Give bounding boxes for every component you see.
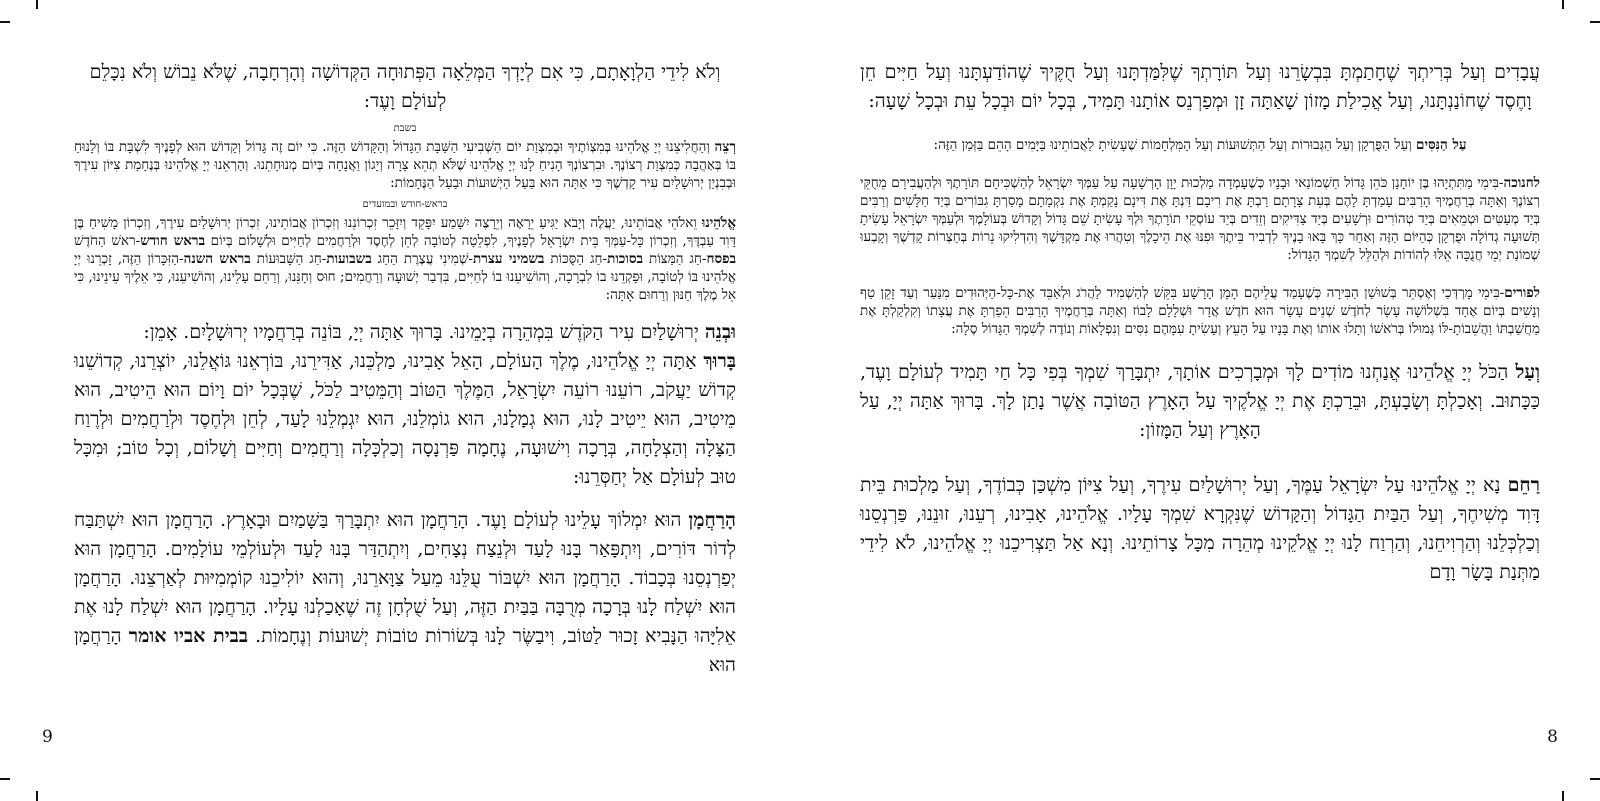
bold-sukkot: בסוכות (607, 251, 644, 267)
bold-rachem: רַחֵם (1507, 474, 1540, 496)
text-baruch: אַתָּה יְיָ אֱלֹהֵינוּ, מֶלֶךְ הָעוֹלָם, הָאֵל אָבִינוּ, מַלְכֵּנוּ, אַדִּירֵנוּ, בּוֹרְאֵנוּ גּוֹאֲלֵנוּ, יוֹצְרֵנוּ, קְדוֹשֵׁנוּ קְדוֹשׁ יַעֲקֹב, רוֹעֵנוּ רוֹעֵה יִשְׂרָאֵל, הַמֶּלֶךְ הַטּוֹב וְהַמֵּטִיב לַכֹּל, שֶׁבְּכָל יוֹם וָיוֹם הוּא הֵיטִיב, הוּא מֵיטִיב, הוּא יֵיטִיב לָנוּ, הוּא גְמָלָנוּ, הוּא גוֹמְלֵנוּ, הוּא יִגְמְלֵנוּ לָעַד, לְחֵן וּלְחֶסֶד וּלְרַחֲמִים וּלְרֶוַח הַצָּלָה וְהַצְלָחָה, בְּרָכָה וִישׁוּעָה, נֶחָמָה פַּרְנָסָה וְכַלְכָּלָה וְרַחֲמִים וְחַיִּים וְשָׁלוֹם, וְכָל טוֹב; וּמִכָּל טוּב לְעוֹלָם אַל יְחַסְּרֵנוּ: (74, 350, 736, 488)
bold-retzeh: רְצֵה (714, 139, 736, 155)
bold-shemini-atzeret: בשמיני עצרת (472, 251, 545, 267)
page-number-right: 8 (1547, 727, 1558, 747)
text-retzeh: וְהַחֲלִיצֵנוּ יְיָ אֱלֹהֵינוּ בְּמִצְוֹתֶיךָ וּבְמִצְוַת יוֹם הַשְּׁבִיעִי הַשַּׁבָּת הַגָּדוֹל וְהַקָּדוֹשׁ הַזֶּה. כִּי יוֹם זֶה גָּדוֹל וְקָדוֹשׁ הוּא לְפָנֶיךָ לִשְׁבָּת בּוֹ וְלָנוּחַ בּוֹ בְּאַהֲבָה כְּמִצְוַת רְצוֹנֶךָ. וּבִרְצוֹנְךָ הָנִיחַ לָנוּ יְיָ אֱלֹהֵינוּ שֶׁלֹּא תְהֵא צָרָה וְיָגוֹן וַאֲנָחָה בְּיוֹם מְנוּחָתֵנוּ. וְהַרְאֵנוּ יְיָ אֱלֹהֵינוּ בְּנֶחָמַת צִיּוֹן עִירֶךָ וּבְבִנְיַן יְרוּשָׁלַיִם עִיר קָדְשֶׁךָ כִּי אַתָּה הוּא בַּעַל הַיְשׁוּעוֹת וּבַעַל הַנֶּחָמוֹת: (74, 139, 736, 191)
bold-baruch: בָּרוּךְ (703, 350, 736, 372)
paragraph-harachaman (74, 506, 736, 680)
bold-pesach: בפסח (706, 251, 737, 267)
paragraph-veal-hakol (860, 358, 1540, 445)
right-column (860, 58, 1540, 587)
bold-shavuot: בשבועות (326, 251, 372, 267)
bold-uvneh: וּבְנֵה (704, 321, 736, 343)
bold-harachaman: הָרַחֲמָן (688, 509, 736, 531)
paragraph-purim (860, 284, 1540, 338)
bold-veal: וְעַל (1515, 361, 1540, 383)
text-sukkot: -חַג הַסֻּכּוֹת (544, 251, 608, 267)
paragraph-lo-lidei: וְלֹא לִידֵי הַלְוָאָתָם, כִּי אִם לְיָדְךָ הַמְּלֵאָה הַפְּתוּחָה הַקְּדוֹשָׁה וְהָרְחָבָה, שֶׁלֹּא נֵבוֹשׁ וְלֹא נִכָּלֵם לְעוֹלָם וָעֶד: (89, 61, 721, 112)
text-purim: -בִּימֵי מָרְדְּכַי וְאֶסְתֵּר בְּשׁוּשַׁן הַבִּירָה כְּשֶׁעָמַד עֲלֵיהֶם הָמָן הָרָשָׁע בִּקֵּשׁ לְהַשְׁמִיד לַהֲרֹג וּלְאַבֵּד אֶת-כָּל-הַיְּהוּדִים מִנַּעַר וְעַד זָקֵן טַף וְנָשִׁים בְּיוֹם אֶחָד בִּשְׁלוֹשָׁה עָשָׂר לְחֹדֶשׁ שְׁנֵים עָשָׂר הוּא חֹדֶשׁ אֲדָר וּשְׁלָלָם לָבוֹז וְאַתָּה בְּרַחֲמֶיךָ הָרַבִּים הֵפַרְתָּ אֶת עֲצָתוֹ וְקִלְקַלְתָּ אֶת מַחֲשַׁבְתּוֹ וַהֲשֵׁבוֹתָ-לּוֹ גְּמוּלוֹ בְּרֹאשׁוֹ וְתָלוּ אוֹתוֹ וְאֶת בָּנָיו עַל הָעֵץ וְעָשִׂיתָ עִמָּהֶם נִסִּים וְנִפְלָאוֹת וְנוֹדֶה לְשִׁמְךָ הַגָּדוֹל סֶלָה: (860, 285, 1540, 337)
text-harachaman-end: הָרַחֲמָן הוּא (74, 625, 736, 676)
paragraph-yaaleh-veyavo (74, 214, 736, 304)
paragraph-chanukah (860, 174, 1540, 264)
text-uvneh: יְרוּשָׁלַיִם עִיר הַקֹּדֶשׁ בִּמְהֵרָה בְיָמֵינוּ. בָּרוּךְ אַתָּה יְיָ, בּוֹנֵה בְרַחֲמָיו יְרוּשָׁלָיִם. אָמֵן: (143, 321, 705, 343)
page-number-left: 9 (42, 727, 53, 747)
left-column (74, 58, 736, 680)
text-yaaleh: וֵאלֹהֵי אֲבוֹתֵינוּ, יַעֲלֶה וְיָבֹא יַגִּיעַ יֵרָאֶה וְיֵרָצֶה יִשָּׁמַע יִפָּקֵד וְיִזָּכֵר זִכְרוֹנֵנוּ וְזִכְרוֹן אֲבוֹתֵינוּ, זִכְרוֹן יְרוּשָׁלַיִם עִירֶךָ, וְזִכְרוֹן מָשִׁיחַ בֶּן דָּוִד עַבְדֶּךָ, וְזִכְרוֹן כָּל-עַמְּךָ בֵּית יִשְׂרָאֵל לְפָנֶיךָ, לִפְלֵטָה לְטוֹבָה לְחֵן לְחֶסֶד וּלְרַחֲמִים לְחַיִּים וּלְשָׁלוֹם בְּיוֹם (74, 215, 737, 249)
bold-al-hanisim: עַל הַנִּסִּים (1416, 137, 1467, 153)
paragraph-al-hanisim (860, 136, 1540, 154)
text-harachaman: הוּא יִמְלוֹךְ עָלֵינוּ לְעוֹלָם וָעֶד. הָרַחֲמָן הוּא יִתְבָּרַךְ בַּשָּׁמַיִם וּבָאָרֶץ. הָרַחֲמָן הוּא יִשְׁתַּבַּח לְדוֹר דּוֹרִים, וְיִתְפָּאַר בָּנוּ לָעַד וּלְנֵצַח נְצָחִים, וְיִתְהַדַּר בָּנוּ לָעַד וּלְעוֹלְמֵי עוֹלָמִים. הָרַחֲמָן הוּא יְפַרְנְסֵנוּ בְּכָבוֹד. הָרַחֲמָן הוּא יִשְׁבּוֹר עֻלֵּנוּ מֵעַל צַוָּארֵנוּ, וְהוּא יוֹלִיכֵנוּ קוֹמְמִיּוּת לְאַרְצֵנוּ. הָרַחֲמָן הוּא יִשְׁלַח לָנוּ בְּרָכָה מְרֻבָּה בַּבַּיִת הַזֶּה, וְעַל שֻׁלְחָן זֶה שֶׁאָכַלְנוּ עָלָיו. הָרַחֲמָן הוּא יִשְׁלַח לָנוּ אֶת אֵלִיָּהוּ הַנָּבִיא זָכוּר לַטּוֹב, וִיבַשֶּׂר לָנוּ בְּשׂוֹרוֹת טוֹבוֹת יְשׁוּעוֹת וְנֶחָמוֹת. (74, 509, 736, 647)
paragraph-rachem (860, 471, 1540, 587)
text-pesach: -חַג הַמַּצּוֹת (643, 251, 707, 267)
text-veal-hakol: הַכֹּל יְיָ אֱלֹהֵינוּ אֲנַחְנוּ מוֹדִים לָךְ וּמְבָרְכִים אוֹתָךְ, יִתְבָּרַךְ שִׁמְךָ בְּפִי כָּל חַי תָּמִיד לְעוֹלָם וָעֶד, כַּכָּתוּב. וְאָכַלְתָּ וְשָׂבָעְתָּ, וּבֵרַכְתָּ אֶת יְיָ אֱלֹקֶיךָ עַל הָאָרֶץ הַטּוֹבָה אֲשֶׁר נָתַן לָךְ. בָּרוּךְ אַתָּה יְיָ, עַל הָאָרֶץ וְעַל הַמָּזוֹן: (860, 361, 1540, 441)
text-chanukah: -בִּימֵי מַתִּתְיָהוּ בֶּן יוֹחָנָן כֹּהֵן גָּדוֹל חַשְׁמוֹנַאי וּבָנָיו כְּשֶׁעָמְדָה מַלְכוּת יָוָן הָרְשָׁעָה עַל עַמְּךָ יִשְׂרָאֵל לְהַשְׁכִּיחָם תּוֹרָתֶךָ וּלְהַעֲבִירָם מֵחֻקֵּי רְצוֹנֶךָ וְאַתָּה בְּרַחֲמֶיךָ הָרַבִּים עָמַדְתָּ לָהֶם בְּעֵת צָרָתָם רַבְתָּ אֶת רִיבָם דַּנְתָּ אֶת דִּינָם נָקַמְתָּ אֶת נִקְמָתָם מָסַרְתָּ גִבּוֹרִים בְּיַד חַלָּשִׁים וְרַבִּים בְּיַד מְעַטִּים וּטְמֵאִים בְּיַד טְהוֹרִים וּרְשָׁעִים בְּיַד צַדִּיקִים וְזֵדִים בְּיַד עוֹסְקֵי תוֹרָתֶךָ וּלְךָ עָשִׂיתָ שֵׁם גָּדוֹל וְקָדוֹשׁ בְּעוֹלָמֶךָ וּלְעַמְּךָ יִשְׂרָאֵל עָשִׂיתָ תְּשׁוּעָה גְדוֹלָה וּפֻרְקָן כְּהַיּוֹם הַזֶּה וְאַחַר כָּךְ בָּאוּ בָנֶיךָ לִדְבִיר בֵּיתֶךָ וּפִנּוּ אֶת הֵיכָלֶךָ וְטִהֲרוּ אֶת מִקְדָּשֶׁךָ וְהִדְלִיקוּ נֵרוֹת בְּחַצְרוֹת קָדְשֶׁךָ וְקָבְעוּ שְׁמוֹנַת יְמֵי חֲנֻכָּה אֵלּוּ לְהוֹדוֹת וּלְהַלֵּל לְשִׁמְךָ הַגָּדוֹל: (860, 175, 1540, 263)
text-al-hanisim: וְעַל הַפֻּרְקָן וְעַל הַגְּבוּרוֹת וְעַל הַתְּשׁוּעוֹת וְעַל הַמִּלְחָמוֹת שֶׁעָשִׂיתָ לַאֲבוֹתֵינוּ בַּיָּמִים הָהֵם בַּזְּמַן הַזֶּה: (933, 137, 1417, 153)
paragraph-uvneh (74, 318, 736, 347)
text-shavuot: -חַג הַשָּׁבוּעוֹת (250, 251, 327, 267)
bold-chanukah: לחנוכה (1503, 175, 1540, 191)
bold-beveit-aviv: בבית אביו אומר (128, 625, 248, 647)
text-rachem: נָא יְיָ אֱלֹהֵינוּ עַל יִשְׂרָאֵל עַמֶּךָ, וְעַל יְרוּשָׁלַיִם עִירֶךָ, וְעַל צִיּוֹן מִשְׁכַּן כְּבוֹדֶךָ, וְעַל מַלְכוּת בֵּית דָּוִד מְשִׁיחֶךָ, וְעַל הַבַּיִת הַגָּדוֹל וְהַקָּדוֹשׁ שֶׁנִּקְרָא שִׁמְךָ עָלָיו. אֱלֹהֵינוּ, אָבִינוּ, רְעֵנוּ, זוּנֵנוּ, פַּרְנְסֵנוּ וְכַלְכְּלֵנוּ וְהַרְוִיחֵנוּ, וְהַרְוַח לָנוּ יְיָ אֱלֹקֵינוּ מְהֵרָה מִכָּל צָרוֹתֵינוּ. וְנָא אַל תַּצְרִיכֵנוּ יְיָ אֱלֹהֵינוּ, לֹא לִידֵי מַתְּנַת בָּשָׂר וָדָם (860, 474, 1540, 583)
paragraph-baruch (74, 347, 736, 492)
caption-shabbat: בשבת (393, 123, 417, 134)
page-right (800, 0, 1600, 801)
bold-rosh-hashanah: בראש השנה (183, 251, 251, 267)
text-rosh-hashanah: -הַזִּכָּרוֹן הַזֶּה, זָכְרֵנוּ יְיָ אֱלֹהֵינוּ בּוֹ לְטוֹבָה, וּפָקְדֵנוּ בוֹ לִבְרָכָה, וְהוֹשִׁיעֵנוּ בוֹ לְחַיִּים, בִּדְבַר יְשׁוּעָה וְרַחֲמִים; חוּס וְחָנֵּנוּ, וְרַחֵם עָלֵינוּ, וְהוֹשִׁיעֵנוּ, כִּי אֵלֶיךָ עֵינֵינוּ, כִּי אֵל מֶלֶךְ חַנּוּן וְרַחוּם אָתָּה: (74, 251, 736, 303)
text-shemini-atzeret: -שְׁמִינִי עֲצֶרֶת הַחַג (371, 251, 473, 267)
bold-purim: לפורים (1504, 285, 1540, 301)
text-rosh-chodesh: -ראשׁ הַחֹדֶשׁ (74, 233, 141, 249)
paragraph-avadim: עֲבָדִים וְעַל בְּרִיתְךָ שֶׁחָתַמְתָּ בִּבְשָׂרֵנוּ וְעַל תּוֹרָתְךָ שֶׁלִּמַּדְתָּנוּ וְעַל חֻקֶּיךָ שֶׁהוֹדַעְתָּנוּ וְעַל חַיִּים חֵן וָחֶסֶד שֶׁחוֹנַנְתָּנוּ, וְעַל אֲכִילַת מָזוֹן שָׁאַתָּה זָן וּמְפַרְנֵס אוֹתָנוּ תָּמִיד, בְּכָל יוֹם וּבְכָל עֵת וּבְכָל שָׁעָה: (860, 61, 1540, 112)
bold-rosh-chodesh: בראש חודש (140, 233, 206, 249)
bold-eloheinu: אֱלֹהֵינוּ (701, 215, 736, 231)
paragraph-retzeh (74, 138, 736, 192)
caption-rosh-chodesh: בראש-חודש ובמועדים (362, 199, 448, 210)
